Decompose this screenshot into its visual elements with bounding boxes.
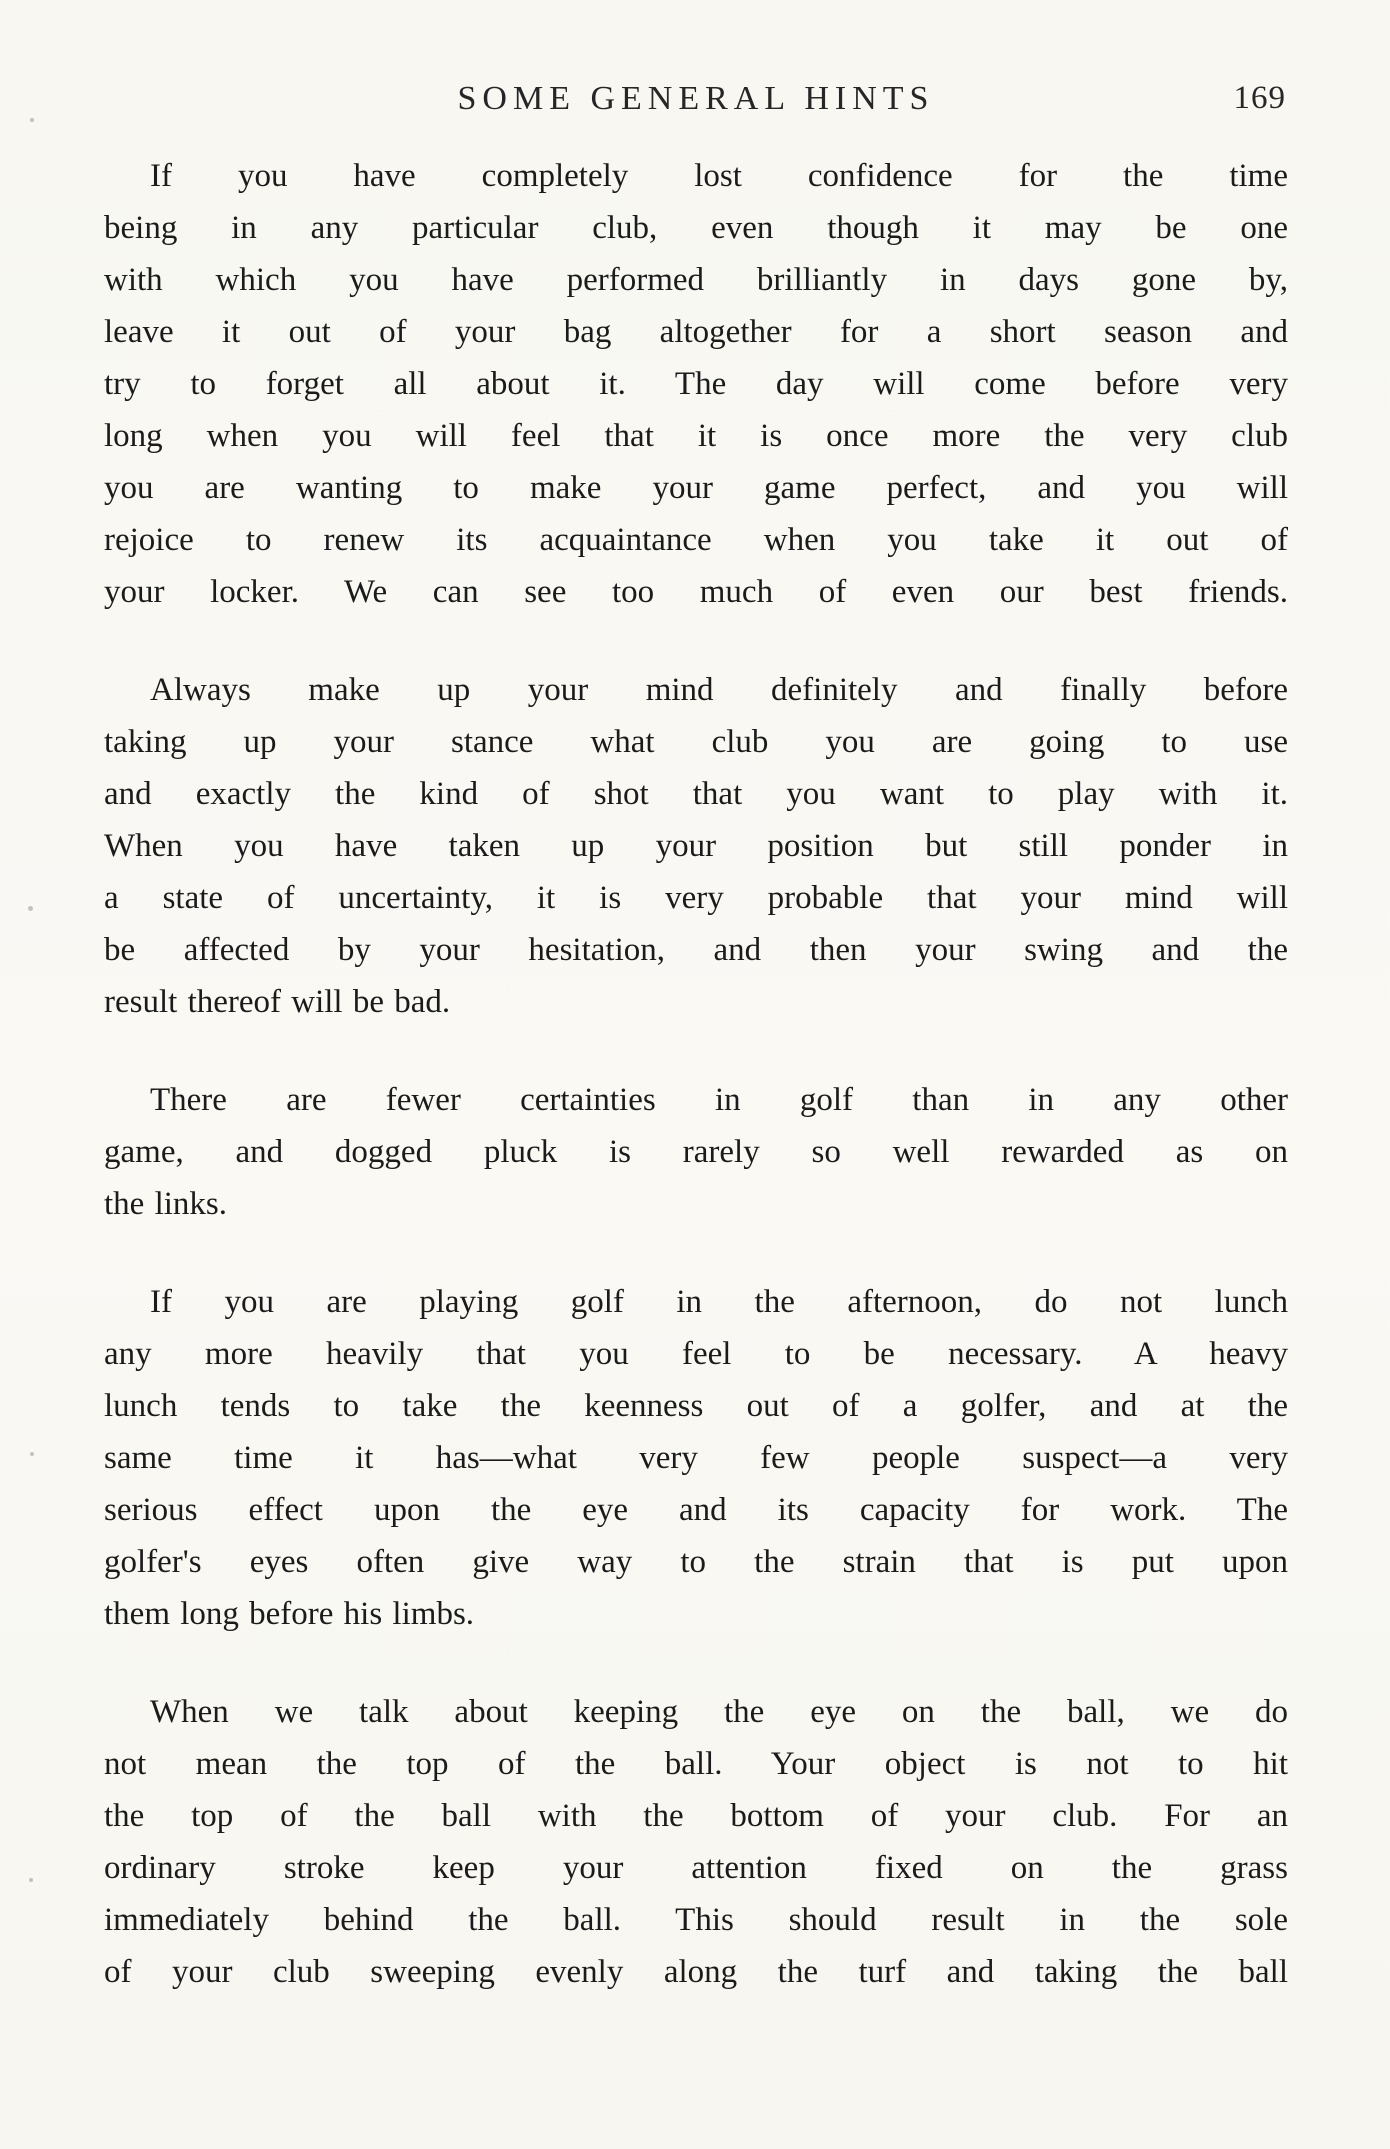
text-line: lunch tends to take the keenness out of a golfer, and at the — [104, 1388, 1288, 1424]
text-line: serious effect upon the eye and its capacity for work. The — [104, 1492, 1288, 1528]
scan-speck — [29, 1878, 33, 1882]
text-line: you are wanting to make your game perfect, and you will — [104, 470, 1288, 506]
scan-speck — [30, 1452, 34, 1456]
scan-speck — [28, 906, 33, 911]
text-line: Always make up your mind definitely and finally before — [150, 672, 1288, 708]
paragraph — [104, 1276, 1288, 1640]
text-line: being in any particular club, even though it may be one — [104, 210, 1288, 246]
text-line: try to forget all about it. The day will come before very — [104, 366, 1288, 402]
text-line: If you are playing golf in the afternoon, do not lunch — [150, 1284, 1288, 1320]
text-line: with which you have performed brilliantly in days gone by, — [104, 262, 1288, 298]
page-title: SOME GENERAL HINTS — [457, 80, 935, 117]
text-line: leave it out of your bag altogether for a short season and — [104, 314, 1288, 350]
text-line: ordinary stroke keep your attention fixed on the grass — [104, 1850, 1288, 1886]
page-number: 169 — [1233, 80, 1286, 116]
text-line: them long before his limbs. — [104, 1596, 475, 1632]
text-line: If you have completely lost confidence for the time — [150, 158, 1288, 194]
paragraph — [104, 1074, 1288, 1230]
text-line: result thereof will be bad. — [104, 984, 451, 1020]
text-line: the top of the ball with the bottom of your club. For an — [104, 1798, 1288, 1834]
text-line: There are fewer certainties in golf than in any other — [150, 1082, 1288, 1118]
text-line: not mean the top of the ball. Your object is not to hit — [104, 1746, 1288, 1782]
text-line: be affected by your hesitation, and then your swing and the — [104, 932, 1288, 968]
scan-speck — [30, 118, 34, 122]
text-line: the links. — [104, 1186, 227, 1222]
text-line: game, and dogged pluck is rarely so well rewarded as on — [104, 1134, 1288, 1170]
text-line: a state of uncertainty, it is very probable that your mind will — [104, 880, 1288, 916]
text-line: golfer's eyes often give way to the strain that is put upon — [104, 1544, 1288, 1580]
text-line: of your club sweeping evenly along the turf and taking the ball — [104, 1954, 1288, 1990]
text-line: taking up your stance what club you are going to use — [104, 724, 1288, 760]
text-line: long when you will feel that it is once more the very club — [104, 418, 1288, 454]
text-line: rejoice to renew its acquaintance when you take it out of — [104, 522, 1288, 558]
page-header — [104, 80, 1288, 126]
text-line: any more heavily that you feel to be necessary. A heavy — [104, 1336, 1288, 1372]
text-line: same time it has—what very few people suspect—a very — [104, 1440, 1288, 1476]
paragraph — [104, 664, 1288, 1028]
paragraph — [104, 150, 1288, 618]
text-line: your locker. We can see too much of even our best friends. — [104, 574, 1288, 610]
page-body — [104, 150, 1288, 1998]
text-line: and exactly the kind of shot that you want to play with it. — [104, 776, 1288, 812]
paragraph — [104, 1686, 1288, 1998]
text-line: immediately behind the ball. This should result in the sole — [104, 1902, 1288, 1938]
text-line: When we talk about keeping the eye on the ball, we do — [150, 1694, 1288, 1730]
text-line: When you have taken up your position but still ponder in — [104, 828, 1288, 864]
